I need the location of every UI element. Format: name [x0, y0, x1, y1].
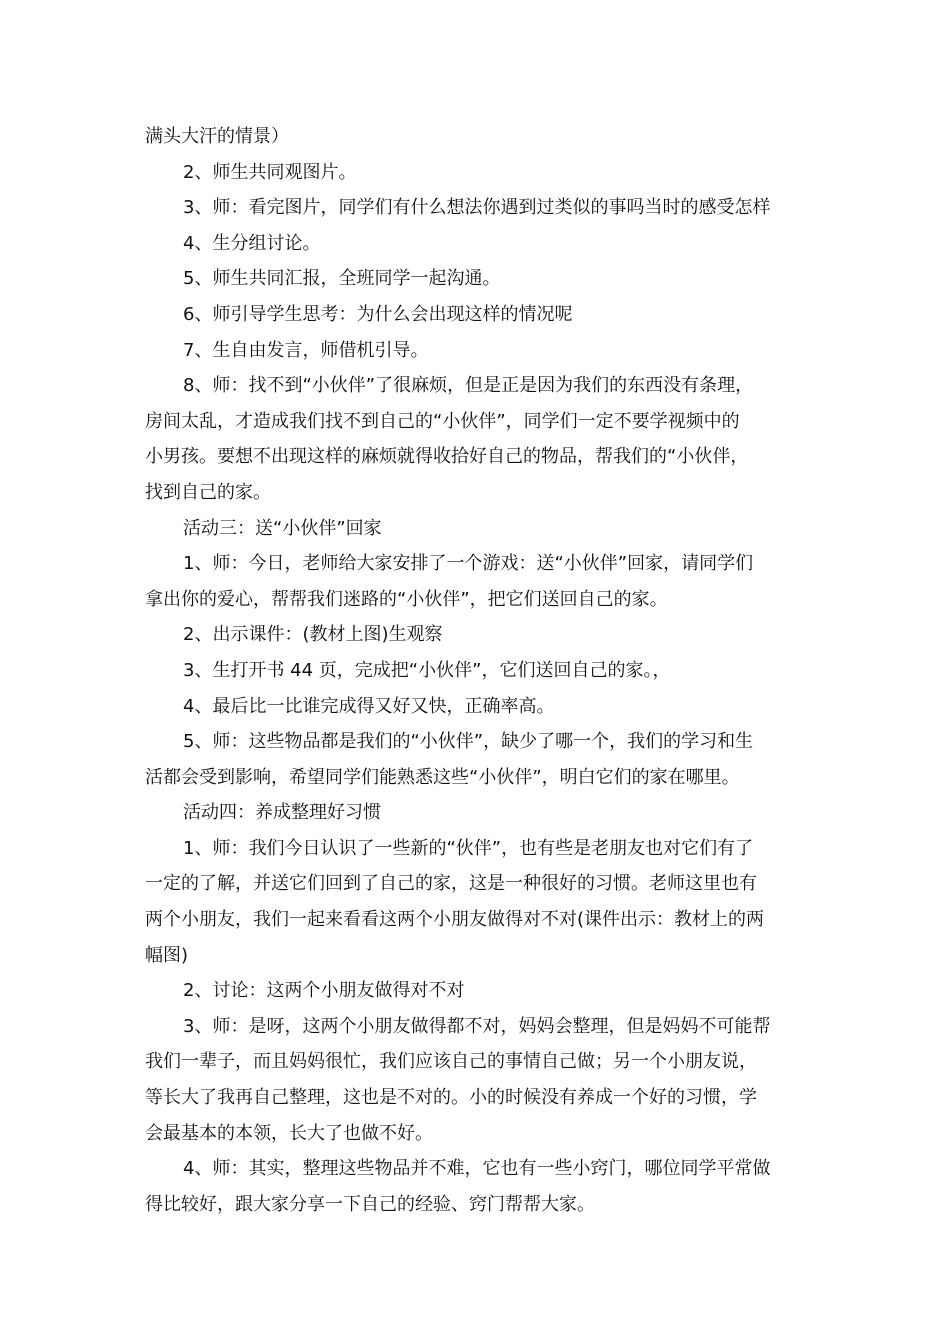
- text-line: 活动四：养成整理好习惯: [183, 802, 381, 824]
- text-line: 会最基本的本领，长大了也做不好。: [145, 1122, 433, 1144]
- text-line: 7、生自由发言，师借机引导。: [183, 339, 429, 361]
- text-line: 一定的了解，并送它们回到了自己的家，这是一种很好的习惯。老师这里也有: [145, 873, 757, 895]
- text-line: 4、最后比一比谁完成得又好又快，正确率高。: [183, 695, 555, 717]
- text-line: 4、生分组讨论。: [183, 232, 321, 254]
- text-line: 3、生打开书 44 页，完成把“小伙伴”，它们送回自己的家。，: [183, 659, 671, 681]
- text-line: 2、师生共同观图片。: [183, 161, 357, 183]
- text-line: 两个小朋友，我们一起来看看这两个小朋友做得对不对(课件出示：教材上的两: [145, 909, 765, 931]
- text-line: 满头大汗的情景）: [145, 126, 289, 147]
- text-line: 房间太乱，才造成我们找不到自己的“小伙伴”，同学们一定不要学视频中的: [145, 410, 740, 432]
- text-line: 6、师引导学生思考：为什么会出现这样的情况呢: [183, 303, 573, 325]
- text-line: 4、师：其实，整理这些物品并不难，它也有一些小窍门，哪位同学平常做: [183, 1158, 771, 1180]
- text-line: 5、师：这些物品都是我们的“小伙伴”，缺少了哪一个，我们的学习和生: [183, 731, 754, 753]
- text-line: 小男孩。要想不出现这样的麻烦就得收拾好自己的物品，帮我们的“小伙伴，: [145, 446, 749, 468]
- text-line: 得比较好，跟大家分享一下自己的经验、窍门帮帮大家。: [145, 1193, 595, 1215]
- text-line: 我们一辈子，而且妈妈很忙，我们应该自己的事情自己做；另一个小朋友说，: [145, 1051, 757, 1073]
- text-line: 3、师：是呀，这两个小朋友做得都不对，妈妈会整理，但是妈妈不可能帮: [183, 1015, 771, 1037]
- text-line: 幅图): [145, 944, 189, 966]
- document-body: [145, 119, 810, 1222]
- text-line: 活都会受到影响，希望同学们能熟悉这些“小伙伴”，明白它们的家在哪里。: [145, 766, 740, 788]
- text-line: 1、师：今日，老师给大家安排了一个游戏：送“小伙伴”回家，请同学们: [183, 553, 754, 575]
- text-line: 3、师：看完图片，同学们有什么想法你遇到过类似的事吗当时的感受怎样: [183, 197, 771, 219]
- text-line: 拿出你的爱心，帮帮我们迷路的“小伙伴”，把它们送回自己的家。: [145, 588, 668, 610]
- text-line: 1、师：我们今日认识了一些新的“伙伴”，也有些是老朋友也对它们有了: [183, 837, 754, 859]
- text-line: 2、讨论：这两个小朋友做得对不对: [183, 980, 465, 1002]
- text-line: 8、师：找不到“小伙伴”了很麻烦，但是正是因为我们的东西没有条理，: [183, 375, 754, 397]
- text-line: 等长大了我再自己整理，这也是不对的。小的时候没有养成一个好的习惯，学: [145, 1087, 757, 1109]
- text-line: 2、出示课件：(教材上图)生观察: [183, 624, 443, 646]
- text-line: 活动三：送“小伙伴”回家: [183, 517, 382, 539]
- text-line: 5、师生共同汇报，全班同学一起沟通。: [183, 268, 501, 290]
- text-line: 找到自己的家。: [145, 481, 271, 503]
